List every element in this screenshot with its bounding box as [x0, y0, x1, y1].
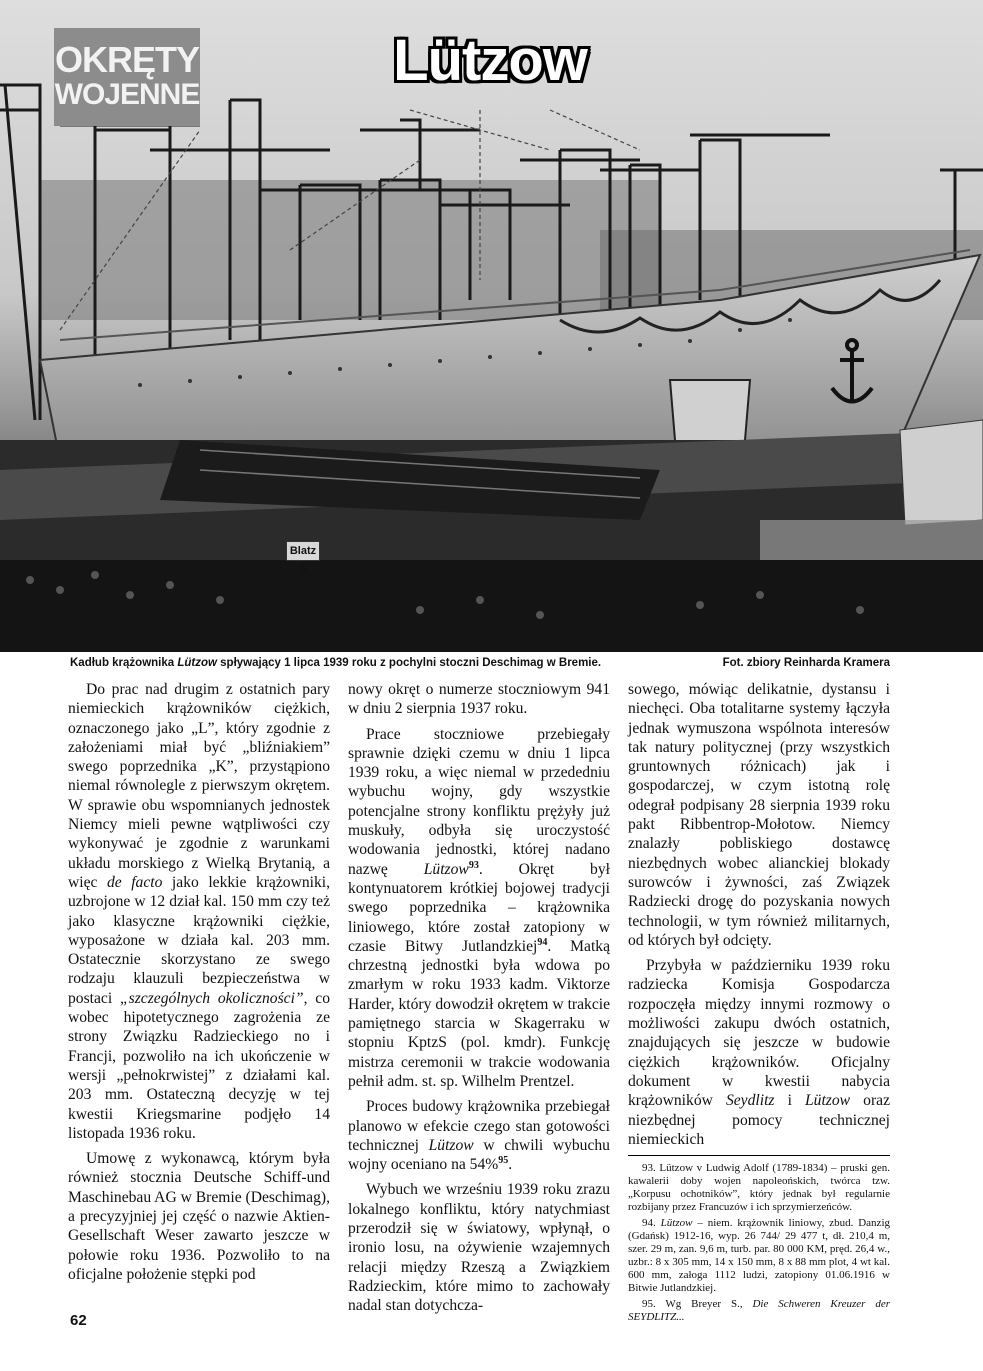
- italic-run: de facto: [106, 873, 163, 891]
- dock-sign: Blatz S: [286, 541, 320, 561]
- page-number: 62: [70, 1312, 87, 1329]
- photo-credit: Fot. zbiory Reinharda Kramera: [722, 657, 890, 669]
- italic-run: Seydlitz: [725, 1092, 775, 1110]
- paragraph: Wybuch we wrześniu 1939 roku zrazu lokalnego konfliktu, który natychmiast przerodził się w światowy, wpłynął, o ironio losu, na ożywienie wzajemnych relacji między Rzeszą a Związkiem Radzieckim, które mimo to zachowały nadal stan dotychcza-: [348, 1181, 610, 1315]
- logo-line-2: WOJENNE: [54, 78, 200, 111]
- footnotes: [628, 1155, 890, 1324]
- text-run: w chwili wybuchu wojny oceniano na 54%: [348, 1136, 610, 1174]
- footnote-94: [628, 1217, 890, 1295]
- text-column-3: [628, 680, 890, 1327]
- photo-caption: [70, 655, 890, 671]
- text-run: 94.: [642, 1217, 661, 1230]
- paragraph: sowego, mówiąc delikatnie, dystansu i niechęci. Oba totalitarne systemy łączyła jednak wymuszona wspólnota interesów tak natury politycznej (przy wszystkich gruntownych różnicach) jak i gospodarczej, w czym istotną rolę odegrał podpisany 28 sierpnia 1939 roku pakt Ribbentrop-Mołotow. Niemcy znalazły pobliskiego dostawcę niezbędnych wobec alianckiej blokady surowców i żywności, zaś Związek Radziecki drogę do pozyskania nowych technologii, w tym również militarnych, od których był odcięty.: [628, 681, 890, 949]
- footnote-ref[interactable]: 94: [537, 936, 548, 948]
- text-run: . Matką chrzestną jednostki była wdowa po zmarłym w roku 1933 kadm. Viktorze Harder, który dowodził okrętem w trakcie pamiętnego starcia w Skagerraku w stopniu KptzS (pol. kmdr). Funkcję mistrza ceremonii w trakcie wodowania pełnił adm. st. sp. Wilhelm Prentzel.: [348, 937, 610, 1090]
- footnote-ref[interactable]: 93: [468, 859, 479, 871]
- paragraph: [348, 725, 610, 1092]
- caption-suffix: spływający 1 lipca 1939 roku z pochylni stoczni Deschimag w Bremie.: [216, 657, 602, 669]
- italic-run: Lützow: [660, 1217, 693, 1230]
- text-run: Do prac nad drugim z ostatnich pary niemieckich krążowników ciężkich, oznaczonego jako „L”, który zgodnie z założeniami miał być „bliźniakiem” swego poprzednika „K”, przystąpiono niemal równolegle z pierwszym okrętem. W sprawie obu wspomnianych jednostek Niemcy mieli pewne wątpliwości czy wykonywać je zgodnie z warunkami układu morskiego z Wielką Brytanią, a więc: [68, 681, 330, 891]
- text-run: oraz niezbędnej pomocy technicznej niemieckich: [628, 1092, 890, 1148]
- text-run: , co wobec hipotetycznego zagrożenia ze strony Związku Radzieckiego no i Francji, pozwoliło na ich ukończenie w wersji „pełnokrwistej” z działami kal. 203 mm. Ostateczną decyzję w tej kwestii Kriegsmarine podjęło 14 listopada 1936 roku.: [68, 989, 330, 1142]
- paragraph: nowy okręt o numerze stoczniowym 941 w dniu 2 sierpnia 1937 roku.: [348, 681, 610, 718]
- paragraph: [68, 680, 330, 1143]
- caption-prefix: Kadłub krążownika: [70, 657, 178, 669]
- text-run: jako lekkie krążowniki, uzbrojone w 12 dział kal. 150 mm czy też jako klasyczne krążowniki ciężkie, wyposażone w działa kal. 203 mm. Ostatecznie skorzystano ze swego rodzaju klauzuli bezpieczeństwa w postaci: [68, 873, 330, 1007]
- text-run: .: [508, 1156, 513, 1174]
- italic-run: Lützow: [805, 1092, 851, 1110]
- footnote-93: 93. Lützow v Ludwig Adolf (1789-1834) – pruski gen. kawalerii doby wojen napoleońskich, twórca tzw. „Korpusu ochotników”, który jednak był regularnie rozbijany przez Francuzów i ich sprzymierzeńców.: [628, 1162, 890, 1214]
- caption-ship-name: Lützow: [177, 657, 217, 669]
- italic-run: Die Schweren Kreuzer der SEYDLITZ...: [628, 1298, 890, 1324]
- italic-run: Lützow: [423, 860, 469, 878]
- footnote-ref[interactable]: 95: [498, 1154, 509, 1166]
- footnote-95: [628, 1298, 890, 1324]
- text-column-1: [68, 680, 330, 1290]
- text-run: 95. Wg Breyer S.,: [642, 1298, 753, 1311]
- ship-photo: [0, 0, 983, 652]
- italic-run: „szczególnych okoliczności”: [119, 989, 304, 1007]
- text-run: Przybyła w październiku 1939 roku radziecka Komisja Gospodarcza rozpoczęła między innymi rozmowy o możliwości zakupu dwóch ostatnich, znajdujących się jeszcze w budowie ciężkich krążowników. Oficjalny dokument w kwestii nabycia krążowników: [628, 957, 890, 1110]
- text-run: . Okręt był kontynuatorem krótkiej bojowej tradycji swego poprzednika – krążownika liniowego, które został zatopiony w czasie Bitwy Jutlandzkiej: [348, 860, 610, 955]
- article-title: Lützow: [393, 28, 587, 93]
- text-run: – niem. krążownik liniowy, zbud. Danzig (Gdańsk) 1912-16, wyp. 26 744/ 29 477 t, dł. 210,4 m, szer. 29 m, zan. 9,6 m, turb. par. 80 000 KM, pręd. 26,4 w., uzbr.: 8 x 305 mm, 14 x 150 mm, 8 x 88 mm plot, 4 wt kal. 600 mm, załoga 1112 ludzi, zatopiony 01.06.1916 w Bitwie Jutlandzkiej.: [628, 1217, 890, 1295]
- text-run: i: [774, 1092, 805, 1110]
- text-run: Proces budowy krążownika przebiegał planowo w efekcie czego stan gotowości technicznej: [348, 1098, 610, 1154]
- italic-run: Lützow: [428, 1136, 474, 1154]
- paragraph: [628, 956, 890, 1149]
- paragraph: Umowę z wykonawcą, którym była również stocznia Deutsche Schiff-und Maschinebau AG w Bremie (Deschimag), a precyzyjniej jej część o nazwie Aktien-Gesellschaft Weser zawarto jeszcze w połowie roku 1936. Pozwoliło to na oficjalne położenie stępki pod: [68, 1150, 330, 1283]
- paragraph: [348, 1097, 610, 1174]
- logo-line-1: OKRĘTY: [54, 39, 199, 80]
- text-run: Prace stoczniowe przebiegały sprawnie dzięki czemu w dniu 1 lipca 1939 roku, a więc niemal w przededniu wybuchu wojny, gdy wszystkie potencjalne strony konfliktu prężyły już muskuły, odbyła się uroczystość wodowania jednostki, której nadano nazwę: [348, 725, 610, 878]
- magazine-logo: [54, 28, 200, 126]
- text-column-2: [348, 680, 610, 1322]
